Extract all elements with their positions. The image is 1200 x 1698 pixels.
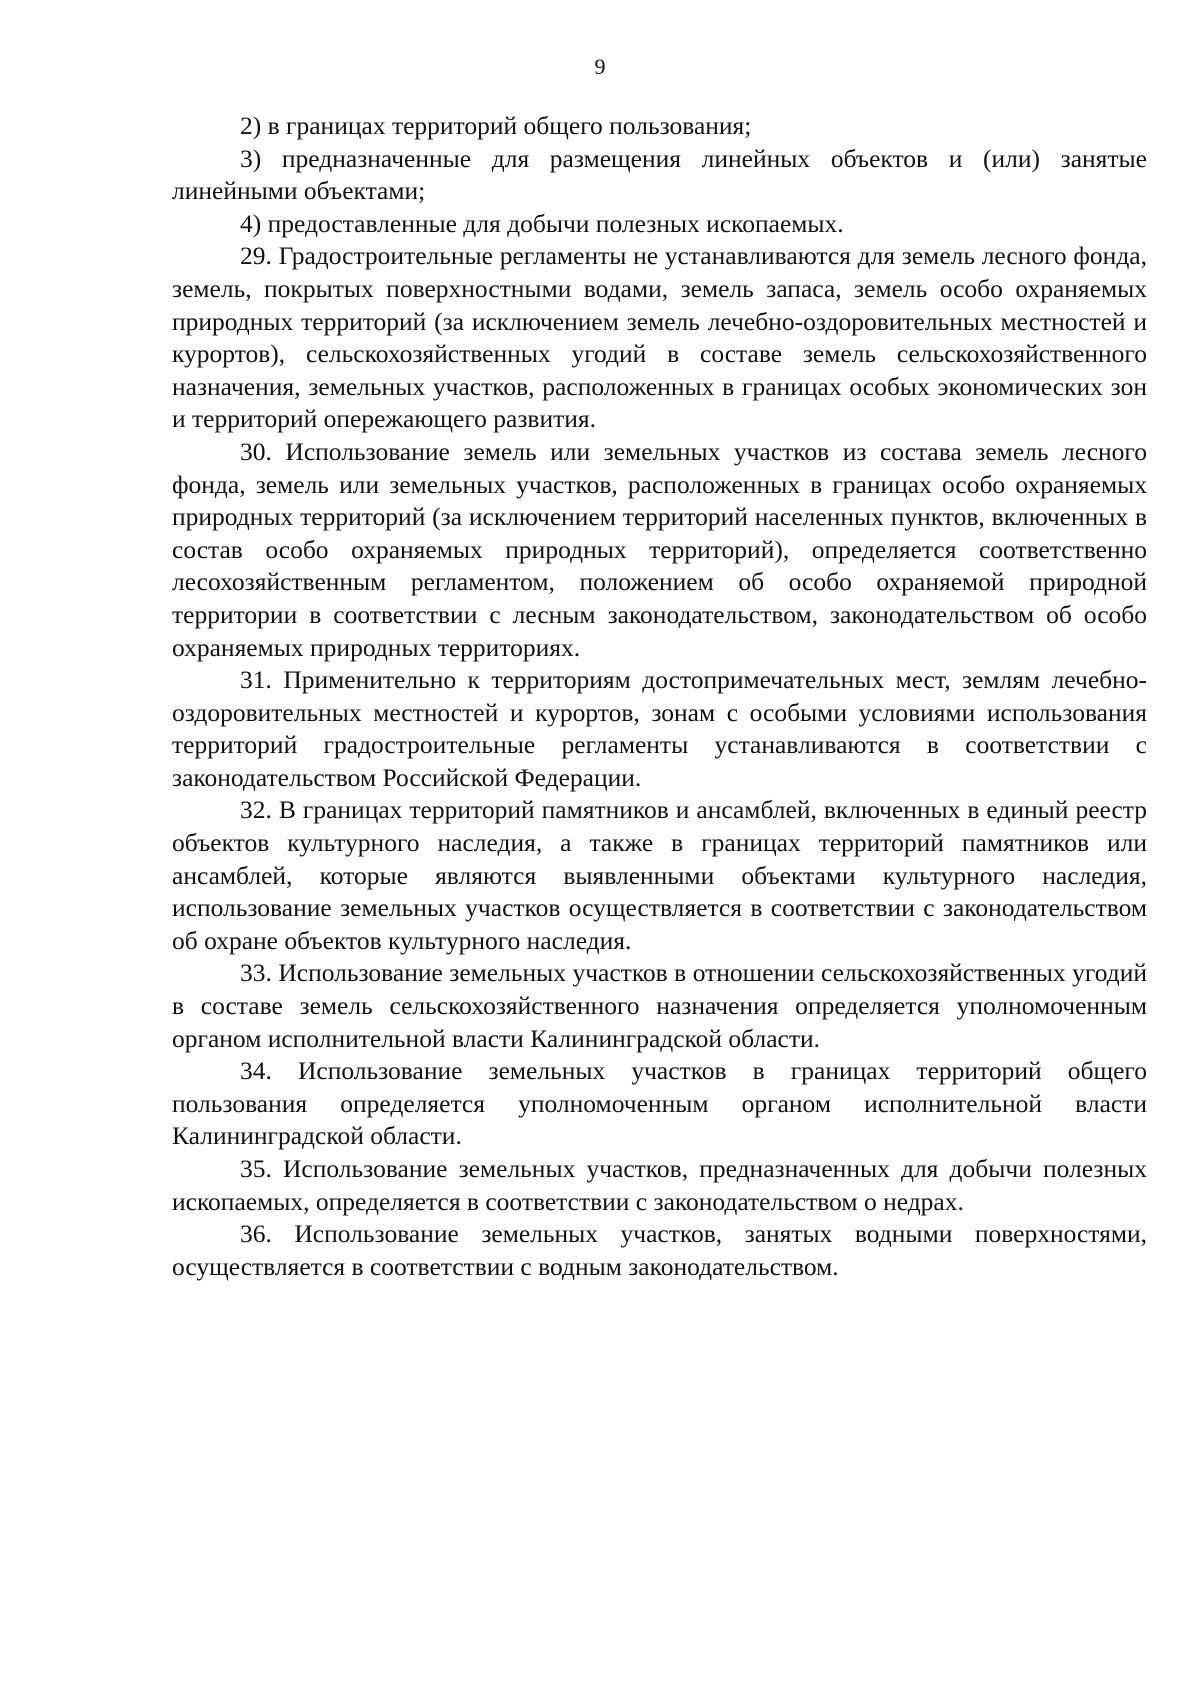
paragraph-31: 31. Применительно к территориям достопримечательных мест, землям лечебно-оздоровительных местностей и курортов, зонам с особыми условиями использования территорий градостроительные регламенты устанавливаются в соответствии с законодательством Российской Федерации. — [172, 665, 1147, 792]
paragraph-34: 34. Использование земельных участков в границах территорий общего пользования определяется уполномоченным органом исполнительной власти Калининградской области. — [172, 1056, 1147, 1151]
paragraph-29: 29. Градостроительные регламенты не устанавливаются для земель лесного фонда, земель, покрытых поверхностными водами, земель запаса, земель особо охраняемых природных территорий (за исключением земель лечебно-оздоровительных местностей и курортов), сельскохозяйственных угодий в составе земель сельскохозяйственного назначения, земельных участков, расположенных в границах особых экономических зон и территорий опережающего развития. — [172, 241, 1147, 434]
paragraph-35: 35. Использование земельных участков, предназначенных для добычи полезных ископаемых, определяется в соответствии с законодательством о недрах. — [172, 1154, 1147, 1216]
paragraph-33: 33. Использование земельных участков в отношении сельскохозяйственных угодий в составе земель сельскохозяйственного назначения определяется уполномоченным органом исполнительной власти Калининградской области. — [172, 958, 1147, 1053]
paragraph-32: 32. В границах территорий памятников и ансамблей, включенных в единый реестр объектов культурного наследия, а также в границах территорий памятников или ансамблей, которые являются выявленными объектами культурного наследия, использование земельных участков осуществляется в соответствии с законодательством об охране объектов культурного наследия. — [172, 795, 1147, 955]
list-item-2: 2) в границах территорий общего пользования; — [240, 111, 752, 140]
paragraph-36: 36. Использование земельных участков, занятых водными поверхностями, осуществляется в соответствии с водным законодательством. — [172, 1219, 1147, 1281]
document-body — [172, 110, 1147, 1283]
list-item-4: 4) предоставленные для добычи полезных ископаемых. — [240, 208, 844, 238]
list-item-3: 3) предназначенные для размещения линейных объектов и (или) занятые линейными объектами; — [172, 143, 1147, 206]
page-number: 9 — [594, 54, 606, 79]
paragraph-30: 30. Использование земель или земельных участков из состава земель лесного фонда, земель или земельных участков, расположенных в границах особо охраняемых природных территорий (за исключением территорий населенных пунктов, включенных в состав особо охраняемых природных территорий), определяется соответственно лесохозяйственным регламентом, положением об особо охраняемой природной территории в соответствии с лесным законодательством, законодательством об особо охраняемых природных территориях. — [172, 436, 1147, 662]
